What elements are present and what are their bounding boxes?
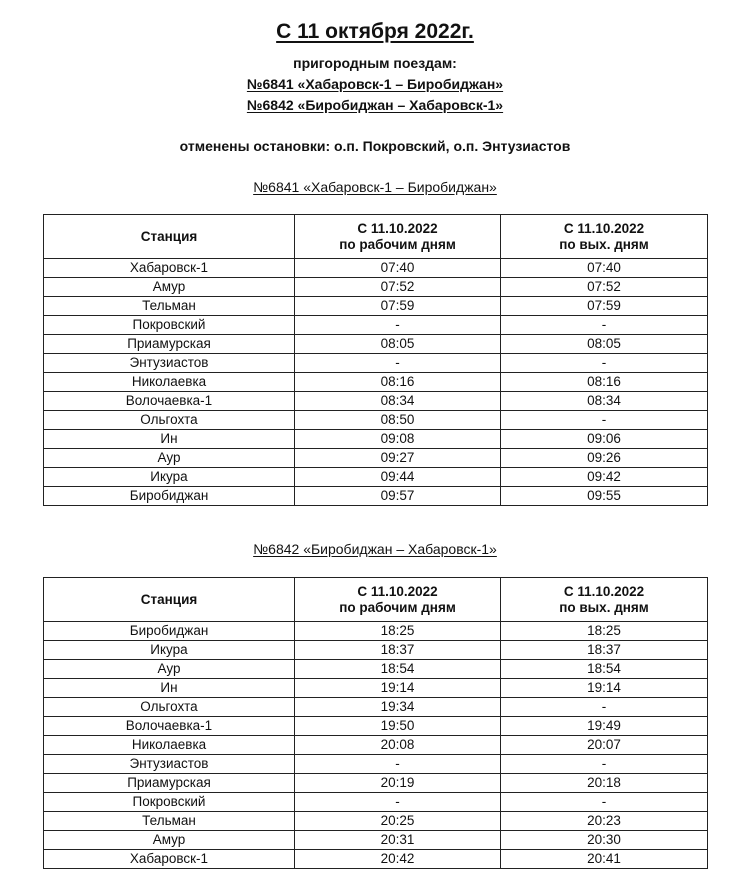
weekday-time-cell: 08:16 xyxy=(295,373,501,392)
weekday-time-cell: 19:14 xyxy=(295,679,501,698)
station-cell: Амур xyxy=(44,831,295,850)
table-row xyxy=(44,354,708,373)
table-row xyxy=(44,717,708,736)
weekend-time-cell: 20:07 xyxy=(501,736,708,755)
weekend-time-cell: 19:49 xyxy=(501,717,708,736)
weekend-time-cell: 08:05 xyxy=(501,335,708,354)
weekend-time-cell: - xyxy=(501,316,708,335)
weekend-time-cell: - xyxy=(501,755,708,774)
cancelled-stops-notice: отменены остановки: о.п. Покровский, о.п. Энтузиастов xyxy=(179,138,571,154)
table-row xyxy=(44,487,708,506)
table-row xyxy=(44,831,708,850)
station-cell: Ин xyxy=(44,679,295,698)
table-row xyxy=(44,278,708,297)
station-cell: Приамурская xyxy=(44,774,295,793)
weekday-time-cell: 09:57 xyxy=(295,487,501,506)
weekday-time-cell: 08:05 xyxy=(295,335,501,354)
station-cell: Энтузиастов xyxy=(44,354,295,373)
table1-title: №6841 «Хабаровск-1 – Биробиджан» xyxy=(253,179,497,195)
weekend-time-cell: - xyxy=(501,411,708,430)
table-row xyxy=(44,316,708,335)
station-cell: Энтузиастов xyxy=(44,755,295,774)
weekend-time-cell: - xyxy=(501,698,708,717)
station-cell: Волочаевка-1 xyxy=(44,392,295,411)
table-row xyxy=(44,736,708,755)
weekday-time-cell: 20:42 xyxy=(295,850,501,869)
weekday-time-cell: 20:08 xyxy=(295,736,501,755)
station-cell: Покровский xyxy=(44,316,295,335)
weekday-time-cell: 09:27 xyxy=(295,449,501,468)
weekday-time-cell: 07:59 xyxy=(295,297,501,316)
table-row xyxy=(44,430,708,449)
station-cell: Хабаровск-1 xyxy=(44,259,295,278)
station-cell: Ольгохта xyxy=(44,698,295,717)
weekend-time-cell: 20:30 xyxy=(501,831,708,850)
weekend-time-cell: 18:54 xyxy=(501,660,708,679)
weekday-time-cell: 20:19 xyxy=(295,774,501,793)
weekday-time-cell: 19:34 xyxy=(295,698,501,717)
station-cell: Покровский xyxy=(44,793,295,812)
weekday-time-cell: 18:37 xyxy=(295,641,501,660)
table-row xyxy=(44,335,708,354)
weekday-time-cell: 09:08 xyxy=(295,430,501,449)
weekday-time-cell: - xyxy=(295,755,501,774)
weekday-time-cell: 09:44 xyxy=(295,468,501,487)
weekend-column-header: С 11.10.2022 по вых. дням xyxy=(501,215,708,259)
station-column-header: Станция xyxy=(44,215,295,259)
table-row xyxy=(44,793,708,812)
weekend-time-cell: 09:06 xyxy=(501,430,708,449)
table-row xyxy=(44,392,708,411)
weekday-column-header: С 11.10.2022 по рабочим дням xyxy=(295,578,501,622)
weekday-time-cell: 18:54 xyxy=(295,660,501,679)
station-cell: Волочаевка-1 xyxy=(44,717,295,736)
page-title: С 11 октября 2022г. xyxy=(276,20,474,43)
station-cell: Ольгохта xyxy=(44,411,295,430)
table-row xyxy=(44,622,708,641)
weekend-time-cell: 20:41 xyxy=(501,850,708,869)
weekend-time-cell: 07:52 xyxy=(501,278,708,297)
station-cell: Биробиджан xyxy=(44,487,295,506)
station-cell: Николаевка xyxy=(44,373,295,392)
weekend-time-cell: 18:25 xyxy=(501,622,708,641)
weekend-time-cell: 08:34 xyxy=(501,392,708,411)
weekday-time-cell: - xyxy=(295,316,501,335)
table-row xyxy=(44,641,708,660)
table-row xyxy=(44,755,708,774)
table2-title: №6842 «Биробиджан – Хабаровск-1» xyxy=(253,541,497,557)
station-column-header: Станция xyxy=(44,578,295,622)
weekend-time-cell: - xyxy=(501,354,708,373)
weekday-time-cell: - xyxy=(295,793,501,812)
table-row xyxy=(44,679,708,698)
station-cell: Хабаровск-1 xyxy=(44,850,295,869)
weekday-time-cell: 08:34 xyxy=(295,392,501,411)
weekday-time-cell: 20:25 xyxy=(295,812,501,831)
table-row xyxy=(44,468,708,487)
table-row xyxy=(44,774,708,793)
weekend-time-cell: 07:40 xyxy=(501,259,708,278)
station-cell: Икура xyxy=(44,641,295,660)
weekend-time-cell: 18:37 xyxy=(501,641,708,660)
weekend-time-cell: 20:18 xyxy=(501,774,708,793)
weekday-time-cell: 18:25 xyxy=(295,622,501,641)
weekend-time-cell: 09:55 xyxy=(501,487,708,506)
station-cell: Биробиджан xyxy=(44,622,295,641)
station-cell: Амур xyxy=(44,278,295,297)
table-row xyxy=(44,850,708,869)
table-row xyxy=(44,698,708,717)
schedule-table-6842 xyxy=(43,577,708,869)
weekday-time-cell: - xyxy=(295,354,501,373)
weekend-time-cell: 08:16 xyxy=(501,373,708,392)
weekend-time-cell: 09:26 xyxy=(501,449,708,468)
weekend-time-cell: 07:59 xyxy=(501,297,708,316)
weekend-time-cell: 09:42 xyxy=(501,468,708,487)
train-6842-heading: №6842 «Биробиджан – Хабаровск-1» xyxy=(246,97,504,113)
table-row xyxy=(44,660,708,679)
table-row xyxy=(44,373,708,392)
weekend-column-header: С 11.10.2022 по вых. дням xyxy=(501,578,708,622)
station-cell: Приамурская xyxy=(44,335,295,354)
schedule-table-6841 xyxy=(43,214,708,506)
table-header-row xyxy=(44,578,708,622)
table-row xyxy=(44,812,708,831)
subtitle: пригородным поездам: xyxy=(293,55,457,71)
station-cell: Икура xyxy=(44,468,295,487)
table-row xyxy=(44,259,708,278)
weekend-time-cell: - xyxy=(501,793,708,812)
table-row xyxy=(44,411,708,430)
station-cell: Ин xyxy=(44,430,295,449)
table-row xyxy=(44,449,708,468)
station-cell: Аур xyxy=(44,660,295,679)
weekday-time-cell: 08:50 xyxy=(295,411,501,430)
weekday-column-header: С 11.10.2022 по рабочим дням xyxy=(295,215,501,259)
weekday-time-cell: 19:50 xyxy=(295,717,501,736)
station-cell: Аур xyxy=(44,449,295,468)
weekend-time-cell: 20:23 xyxy=(501,812,708,831)
weekday-time-cell: 07:40 xyxy=(295,259,501,278)
weekday-time-cell: 07:52 xyxy=(295,278,501,297)
station-cell: Тельман xyxy=(44,297,295,316)
table-row xyxy=(44,297,708,316)
station-cell: Николаевка xyxy=(44,736,295,755)
weekend-time-cell: 19:14 xyxy=(501,679,708,698)
train-6841-heading: №6841 «Хабаровск-1 – Биробиджан» xyxy=(246,76,504,92)
table-header-row xyxy=(44,215,708,259)
station-cell: Тельман xyxy=(44,812,295,831)
weekday-time-cell: 20:31 xyxy=(295,831,501,850)
